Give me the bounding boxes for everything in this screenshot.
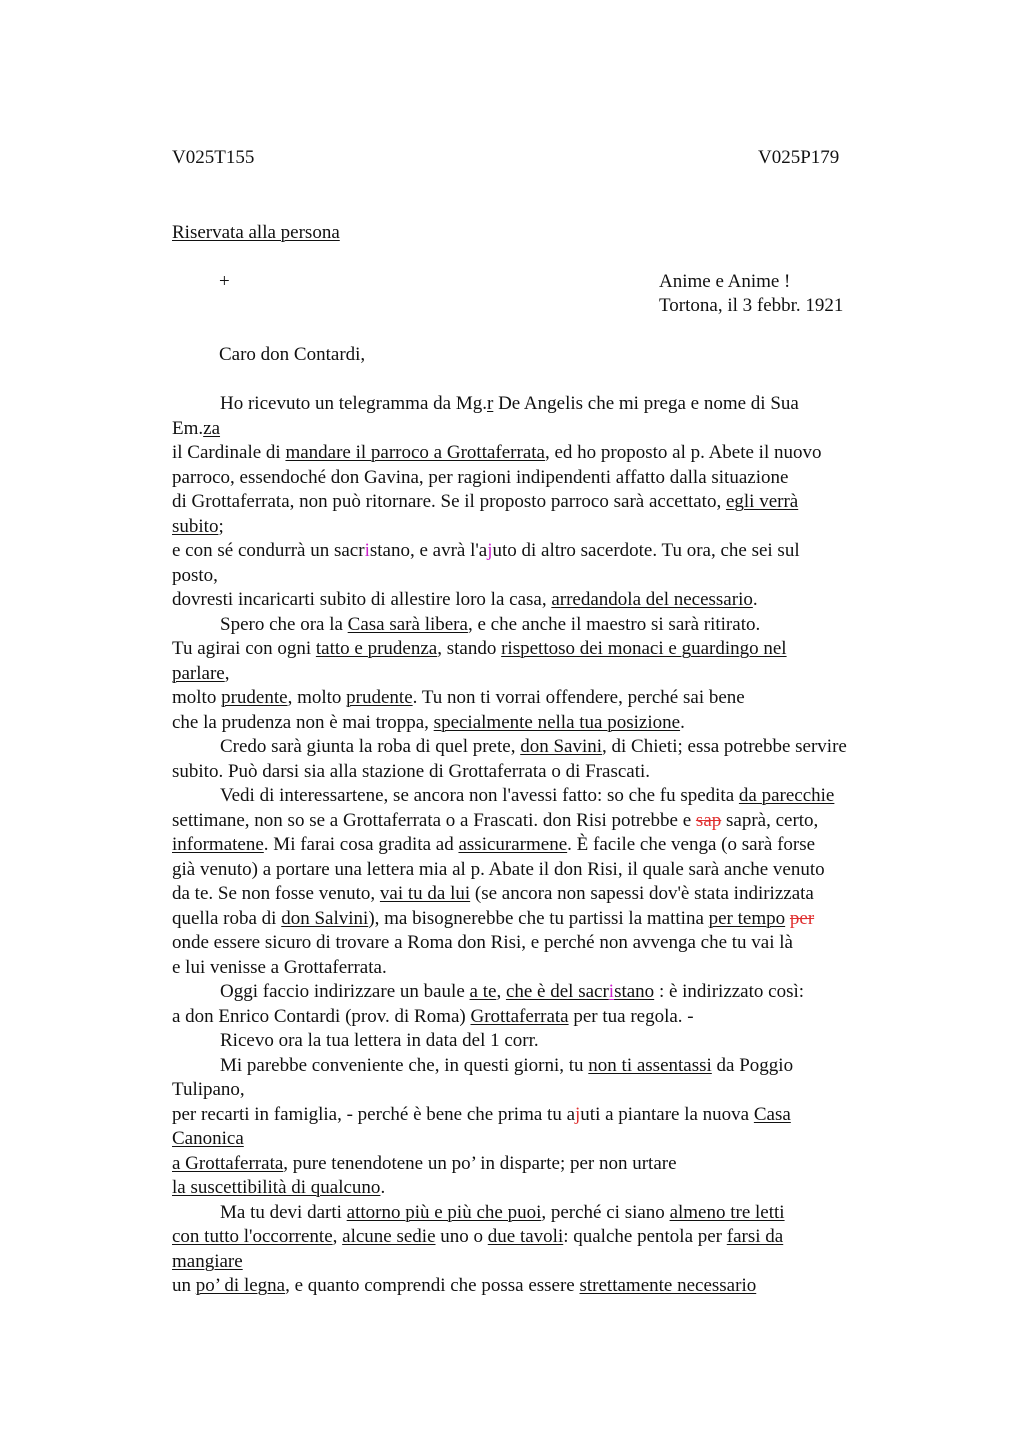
letter-line: [172, 809, 932, 834]
letter-line: [172, 858, 932, 883]
underlined-text: da parecchie: [738, 785, 835, 806]
underlined-text: r: [486, 393, 494, 414]
line-text: , e che anche il maestro si sarà ritirato.: [467, 613, 761, 635]
letter-line: [172, 833, 932, 858]
letter-line: [172, 1201, 932, 1226]
letter-line: [172, 760, 932, 785]
underlined-text: specialmente nella tua posizione: [433, 711, 681, 733]
line-text: uno o: [435, 1226, 488, 1247]
letter-line: [172, 686, 932, 711]
salutation: Caro don Contardi,: [219, 344, 366, 365]
line-text: . È facile che venga (o sarà forse: [567, 834, 816, 855]
underlined-text: assicurarmene: [458, 834, 568, 855]
underlined-text: farsi da: [726, 1226, 784, 1247]
line-text: da Poggio: [711, 1054, 794, 1076]
line-text: Vedi di interessartene, se ancora non l'avessi fatto: so che fu spedita: [220, 785, 739, 806]
line-text: . Tu non ti vorrai offendere, perché sai bene: [412, 687, 745, 708]
motto: Anime e Anime !: [659, 271, 791, 292]
line-text: uti a piantare la nuova: [580, 1103, 754, 1125]
letter-line: [172, 1274, 932, 1299]
underlined-text: informatene: [172, 834, 264, 855]
line-text: molto: [172, 687, 222, 708]
letter-line: [172, 1250, 932, 1275]
colored-letter: j: [487, 540, 493, 561]
reserved-note: Riservata alla persona: [172, 222, 340, 243]
line-text: che la prudenza non è mai troppa,: [172, 711, 434, 733]
underlined-text: per tempo: [708, 907, 786, 929]
letter-line: [172, 784, 932, 809]
line-text: (se ancora non sapessi dov'è stata indirizzata: [470, 883, 814, 904]
line-text: saprà, certo,: [721, 809, 819, 831]
letter-line: [172, 956, 932, 981]
line-text: De Angelis che mi prega e nome di Sua: [493, 393, 799, 414]
line-text: onde essere sicuro di trovare a Roma don Risi, e perché non avvenga che tu vai là: [172, 932, 793, 953]
underlined-text: parlare: [172, 662, 225, 684]
underlined-text: arredandola del necessario: [551, 589, 753, 610]
letter-line: [172, 613, 932, 638]
letter-line: [172, 1127, 932, 1152]
document-code-right: V025P179: [758, 147, 840, 168]
line-text: e con sé condurrà un sacr: [172, 540, 365, 561]
struck-text: sap: [695, 809, 722, 831]
underlined-text: subito: [172, 515, 219, 537]
line-text: , di Chieti; essa potrebbe servire: [602, 736, 847, 757]
line-text: parroco, essendoché don Gavina, per ragioni indipendenti affatto dalla situazione: [172, 466, 789, 488]
letter-line: [172, 1005, 932, 1030]
cross-mark: +: [219, 271, 230, 292]
underlined-text: due tavoli: [487, 1226, 564, 1247]
underlined-text: i: [608, 981, 615, 1002]
line-text: Oggi faccio indirizzare un baule: [220, 981, 470, 1002]
underlined-text: che è del sacr: [505, 981, 609, 1002]
letter-line: [172, 637, 932, 662]
letter-body: [172, 392, 932, 1299]
line-text: ,: [332, 1226, 343, 1247]
letter-line: [172, 980, 932, 1005]
letter-line: [172, 515, 932, 540]
underlined-text: la suscettibilità di qualcuno: [172, 1177, 381, 1198]
letter-line: [172, 564, 932, 589]
struck-text: per: [789, 907, 815, 929]
letter-line: [172, 588, 932, 613]
underlined-text: mandare il parroco a Grottaferrata: [285, 442, 545, 463]
line-text: Ma tu devi darti: [220, 1201, 347, 1223]
document-code-left: V025T155: [172, 147, 255, 168]
line-text: , pure tenendotene un po’ in disparte; per non urtare: [283, 1152, 677, 1174]
underlined-text: Casa: [753, 1103, 791, 1125]
letter-line: [172, 490, 932, 515]
line-text: .: [680, 711, 685, 733]
underlined-text: Canonica: [172, 1128, 244, 1149]
line-text: : qualche pentola per: [563, 1226, 727, 1247]
letter-line: [172, 1176, 932, 1201]
letter-line: [172, 1029, 932, 1054]
underlined-text: strettamente necessario: [579, 1275, 757, 1296]
letter-line: [172, 1054, 932, 1079]
line-text: dovresti incaricarti subito di allestire loro la casa,: [172, 589, 552, 610]
line-text: Em.: [172, 417, 204, 439]
underlined-text: alcune sedie: [342, 1226, 436, 1247]
underlined-text: rispettoso dei monaci e guardingo nel: [501, 638, 787, 659]
letter-line: [172, 931, 932, 956]
line-text: per tua regola. -: [568, 1005, 694, 1027]
line-text: Ricevo ora la tua lettera in data del 1 corr.: [220, 1030, 539, 1051]
line-text: ), ma bisognerebbe che tu partissi la mattina: [368, 907, 709, 929]
letter-line: [172, 735, 932, 760]
letter-line: [172, 1103, 932, 1128]
underlined-text: con tutto l'occorrente: [172, 1226, 333, 1247]
line-text: già venuto) a portare una lettera mia al p. Abate il don Risi, il quale sarà anche venuto: [172, 858, 825, 880]
line-text: un: [172, 1275, 196, 1296]
underlined-text: prudente: [346, 687, 413, 708]
underlined-text: attorno più e più che puoi: [346, 1201, 542, 1223]
letter-line: [172, 662, 932, 687]
colored-letter: j: [575, 1103, 581, 1125]
line-text: il Cardinale di: [172, 442, 286, 463]
line-text: ;: [218, 515, 224, 537]
line-text: subito. Può darsi sia alla stazione di Grottaferrata o di Frascati.: [172, 760, 651, 782]
line-text: e lui venisse a Grottaferrata.: [172, 956, 387, 978]
letter-line: [172, 1225, 932, 1250]
underlined-text: prudente: [221, 687, 288, 708]
underlined-text: almeno tre letti: [669, 1201, 785, 1223]
underlined-text: tatto e prudenza: [315, 638, 438, 659]
line-text: quella roba di: [172, 907, 282, 929]
line-text: a don Enrico Contardi (prov. di Roma): [172, 1005, 471, 1027]
line-text: Credo sarà giunta la roba di quel prete,: [220, 736, 521, 757]
line-text: : è indirizzato così:: [654, 981, 805, 1002]
line-text: posto,: [172, 564, 218, 586]
line-text: , e quanto comprendi che possa essere: [285, 1275, 580, 1296]
line-text: per recarti in famiglia, - perché è bene che prima tu a: [172, 1103, 576, 1125]
line-text: ,: [496, 981, 506, 1002]
underlined-text: a Grottaferrata: [172, 1152, 284, 1174]
letter-line: [172, 417, 932, 442]
underlined-text: don Salvini: [281, 907, 369, 929]
line-text: Ho ricevuto un telegramma da Mg.: [220, 393, 487, 414]
underlined-text: stano: [614, 981, 655, 1002]
line-text: da te. Se non fosse venuto,: [172, 883, 380, 904]
line-text: di Grottaferrata, non può ritornare. Se il proposto parroco sarà accettato,: [172, 491, 726, 512]
underlined-text: a te: [469, 981, 497, 1002]
letter-line: [172, 1152, 932, 1177]
line-text: uto di altro sacerdote. Tu ora, che sei sul: [492, 540, 800, 561]
letter-line: [172, 1078, 932, 1103]
line-text: .: [752, 589, 758, 610]
date-line: Tortona, il 3 febbr. 1921: [659, 295, 844, 316]
line-text: Tu agirai con ogni: [172, 638, 316, 659]
line-text: stano, e avrà l'a: [369, 540, 488, 561]
line-text: , molto: [287, 687, 347, 708]
underlined-text: Casa sarà libera: [347, 613, 468, 635]
line-text: , perché ci siano: [541, 1201, 670, 1223]
line-text: Tulipano,: [172, 1079, 245, 1100]
underlined-text: Grottaferrata: [470, 1005, 569, 1027]
underlined-text: egli verrà: [725, 491, 799, 512]
line-text: Mi parebbe conveniente che, in questi giorni, tu: [220, 1054, 589, 1076]
line-text: Spero che ora la: [220, 613, 348, 635]
underlined-text: po’ di legna: [195, 1275, 286, 1296]
underlined-text: vai tu da lui: [379, 883, 471, 904]
underlined-text: mangiare: [172, 1250, 243, 1272]
underlined-text: za: [203, 417, 221, 439]
line-text: settimane, non so se a Grottaferrata o a Frascati. don Risi potrebbe e: [172, 809, 696, 831]
colored-letter: i: [364, 540, 370, 561]
underlined-text: don Savini: [520, 736, 603, 757]
letter-line: [172, 441, 932, 466]
line-text: , ed ho proposto al p. Abete il nuovo: [544, 442, 822, 463]
line-text: ,: [224, 662, 230, 684]
letter-line: [172, 907, 932, 932]
letter-line: [172, 882, 932, 907]
letter-line: [172, 466, 932, 491]
underlined-text: non ti assentassi: [588, 1054, 712, 1076]
letter-line: [172, 392, 932, 417]
line-text: .: [380, 1177, 386, 1198]
line-text: . Mi farai cosa gradita ad: [263, 834, 459, 855]
line-text: , stando: [437, 638, 502, 659]
letter-line: [172, 711, 932, 736]
letter-line: [172, 539, 932, 564]
